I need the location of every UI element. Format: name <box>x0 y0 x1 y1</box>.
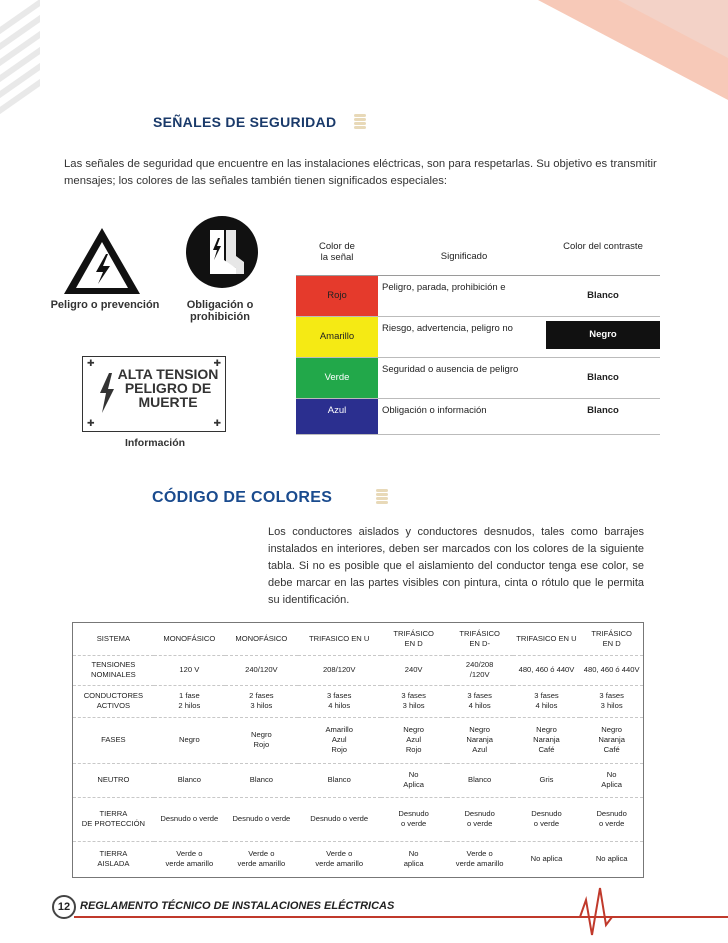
color-cell: Verde <box>296 357 378 398</box>
table-cell: 240/208 /120V <box>447 655 513 685</box>
corner-decoration-right <box>490 0 728 100</box>
table-cell: 1 fase 2 hilos <box>154 685 225 717</box>
table-cell: Blanco <box>154 763 225 797</box>
table-row <box>73 655 643 685</box>
plus-icon: ✚ <box>87 419 95 429</box>
sign-line-1: ALTA TENSION <box>117 366 219 382</box>
contrast-black-box: Negro <box>546 321 660 349</box>
signal-color-table <box>296 231 660 435</box>
table-cell: Negro Azul Rojo <box>381 717 447 763</box>
table-cell: 240/120V <box>225 655 298 685</box>
codigo-line-2: instalados en interiores, deben ser marcados con los colores de la siguiente <box>268 543 644 555</box>
sign-line-3: MUERTE <box>138 394 198 410</box>
color-code-grid <box>73 623 643 877</box>
intro-paragraph <box>64 156 664 190</box>
table-cell: No aplica <box>530 854 563 864</box>
color-row-green <box>296 357 660 398</box>
table-cell: Desnudo o verde <box>447 797 513 841</box>
codigo-line-3: tabla. Si no es posible que el aislamiento del conductor tenga ese color, se <box>268 560 644 572</box>
table-cell: Negro Naranja Azul <box>447 717 513 763</box>
codigo-line-5: su identificación. <box>268 594 350 606</box>
table-cell: No aplica <box>595 854 628 864</box>
warning-triangle-icon <box>62 226 142 296</box>
header-color <box>296 231 378 275</box>
row-header-cell: TIERRA DE PROTECCIÓN <box>73 797 154 841</box>
row-header-cell: NEUTRO <box>73 763 154 797</box>
color-row-blue <box>296 398 660 434</box>
page-number: 12 <box>52 895 76 919</box>
contrast-cell <box>546 316 660 357</box>
plus-icon: ✚ <box>87 359 95 369</box>
table-cell: Desnudo o verde <box>580 797 643 841</box>
header-color-line2: la señal <box>320 252 354 263</box>
table-cell: Negro Rojo <box>225 717 298 763</box>
intro-line-2: mensajes; los colores de las señales también tienen significados especiales: <box>64 175 448 187</box>
table-cell: Verde o verde amarillo <box>237 849 286 869</box>
table-cell: Desnudo o verde <box>225 797 298 841</box>
table-cell: 3 fases 4 hilos <box>298 685 381 717</box>
section-title-senales: SEÑALES DE SEGURIDAD <box>153 114 337 130</box>
table-cell: Negro Naranja Café <box>513 717 581 763</box>
corner-decoration-left <box>0 0 40 130</box>
table-cell: No aplica <box>403 849 424 869</box>
table-cell: Verde o verde amarillo <box>315 849 364 869</box>
table-cell: 3 fases 3 hilos <box>580 685 643 717</box>
codigo-paragraph <box>268 524 644 609</box>
table-cell: Blanco <box>447 763 513 797</box>
color-code-table <box>72 622 644 878</box>
table-row <box>73 685 643 717</box>
meaning-cell: Obligación o información <box>378 398 546 434</box>
table-cell: Negro Naranja Café <box>580 717 643 763</box>
sign-text <box>113 367 223 409</box>
footer-title: REGLAMENTO TÉCNICO DE INSTALACIONES ELÉCTRICAS <box>80 900 395 912</box>
table-cell: 2 fases 3 hilos <box>225 685 298 717</box>
table-header-row <box>73 623 643 655</box>
bulb-icon <box>354 114 366 130</box>
color-cell: Rojo <box>296 275 378 316</box>
table-cell: TRIFASICO EN U <box>513 623 581 655</box>
table-row <box>73 841 643 877</box>
table-cell: 208/120V <box>298 655 381 685</box>
section-title-codigo: CÓDIGO DE COLORES <box>152 489 333 506</box>
bulb-icon <box>376 489 388 505</box>
table-cell: TRIFÁSICO EN D- <box>447 623 513 655</box>
color-row-red <box>296 275 660 316</box>
intro-line-1: Las señales de seguridad que encuentre en las instalaciones eléctricas, son para respetarlas. Su objetivo es transmitir <box>64 158 657 170</box>
codigo-line-1: Los conductores aislados y conductores desnudos, tales como barrajes <box>268 526 644 538</box>
table-cell: 120 V <box>154 655 225 685</box>
table-cell: Desnudo o verde <box>154 797 225 841</box>
table-cell: TRIFÁSICO EN D <box>381 623 447 655</box>
table-cell: 3 fases 3 hilos <box>381 685 447 717</box>
meaning-cell: Seguridad o ausencia de peligro <box>378 357 546 398</box>
table-cell: Verde o verde amarillo <box>455 849 504 869</box>
table-cell: Amarillo Azul Rojo <box>298 717 381 763</box>
row-header-cell: FASES <box>73 717 154 763</box>
plus-icon: ✚ <box>213 419 221 429</box>
table-cell: No Aplica <box>381 763 447 797</box>
pulse-icon <box>560 880 728 940</box>
contrast-cell: Blanco <box>546 275 660 316</box>
warning-label: Peligro o prevención <box>50 299 160 311</box>
high-voltage-sign <box>82 356 226 432</box>
table-cell: Blanco <box>225 763 298 797</box>
color-cell: Azul <box>296 398 378 434</box>
contrast-cell: Blanco <box>546 357 660 398</box>
contrast-cell: Blanco <box>546 398 660 434</box>
obligation-label-line2: prohibición <box>190 311 250 323</box>
row-header-cell: TENSIONES NOMINALES <box>73 655 154 685</box>
meaning-cell: Peligro, parada, prohibición e <box>378 275 546 316</box>
obligation-label-line1: Obligación o <box>186 299 254 311</box>
color-cell: Amarillo <box>296 316 378 357</box>
table-cell: 240V <box>381 655 447 685</box>
header-color-line1: Color de <box>319 241 355 252</box>
table-cell: Gris <box>513 763 581 797</box>
color-row-yellow <box>296 316 660 357</box>
table-cell: 3 fases 4 hilos <box>447 685 513 717</box>
boots-obligation-icon <box>186 216 258 288</box>
plus-icon: ✚ <box>213 359 221 369</box>
table-row <box>73 797 643 841</box>
table-cell: Desnudo o verde <box>513 797 581 841</box>
table-cell: 3 fases 4 hilos <box>513 685 581 717</box>
table-cell: TRIFÁSICO EN D <box>580 623 643 655</box>
table-cell: TRIFASICO EN U <box>298 623 381 655</box>
info-label: Información <box>124 437 186 449</box>
header-meaning: Significado <box>378 231 546 275</box>
codigo-line-4: debe marcar en las partes visibles con pintura, cinta o rótulo que le permita <box>268 577 644 589</box>
meaning-cell: Riesgo, advertencia, peligro no <box>378 316 546 357</box>
row-header-cell: CONDUCTORES ACTIVOS <box>73 685 154 717</box>
table-cell: 480, 460 ó 440V <box>513 655 581 685</box>
table-cell: MONOFÁSICO <box>225 623 298 655</box>
table-cell: Negro <box>154 717 225 763</box>
table-cell: Verde o verde amarillo <box>165 849 214 869</box>
table-row <box>73 763 643 797</box>
header-contrast: Color del contraste <box>546 231 660 275</box>
table-cell: No Aplica <box>580 763 643 797</box>
sign-line-2: PELIGRO DE <box>124 380 212 396</box>
row-header-cell: SISTEMA <box>73 623 154 655</box>
row-header-cell: TIERRA AISLADA <box>97 849 130 869</box>
table-cell: 480, 460 ó 440V <box>580 655 643 685</box>
table-cell: Desnudo o verde <box>381 797 447 841</box>
obligation-label <box>170 299 270 323</box>
table-cell: Desnudo o verde <box>298 797 381 841</box>
table-cell: Blanco <box>298 763 381 797</box>
table-row <box>73 717 643 763</box>
table-cell: MONOFÁSICO <box>154 623 225 655</box>
